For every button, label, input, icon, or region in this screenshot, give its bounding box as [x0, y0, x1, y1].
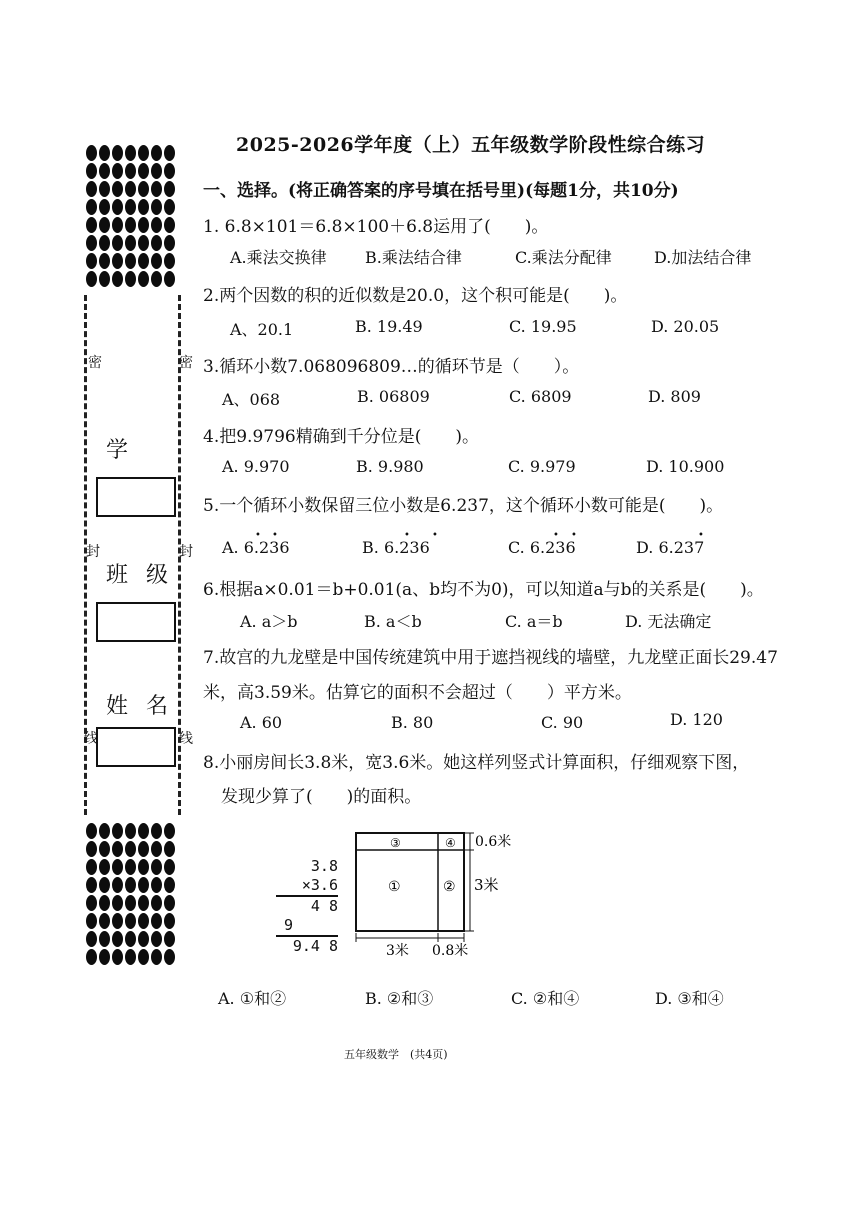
q1-option-d[interactable]: D.加法结合律 — [654, 248, 752, 267]
page-title: 2025-2026学年度（上）五年级数学阶段性综合练习 — [236, 134, 706, 156]
binding-dots-top — [86, 145, 177, 289]
q2-option-c[interactable]: C. 19.95 — [509, 317, 577, 336]
section-heading: 一、选择。(将正确答案的序号填在括号里)(每题1分，共10分) — [203, 181, 679, 201]
binding-dot — [138, 235, 149, 251]
q3-option-b[interactable]: B. 06809 — [357, 387, 430, 406]
binding-dot — [164, 895, 175, 911]
binding-dot — [99, 145, 110, 161]
binding-dot — [112, 181, 123, 197]
q5-repeat-dot: • — [571, 530, 577, 541]
binding-dot — [99, 217, 110, 233]
binding-dot — [151, 271, 162, 287]
binding-dot — [86, 271, 97, 287]
binding-dot — [86, 823, 97, 839]
binding-dot — [151, 145, 162, 161]
binding-dot — [86, 253, 97, 269]
binding-dot — [112, 145, 123, 161]
binding-dot — [125, 859, 136, 875]
q1-option-a[interactable]: A.乘法交换律 — [230, 248, 327, 267]
binding-dot — [86, 145, 97, 161]
binding-dot — [138, 841, 149, 857]
q1-option-c[interactable]: C.乘法分配律 — [515, 248, 612, 267]
binding-dot — [138, 895, 149, 911]
q5-repeat-dot: • — [432, 530, 438, 541]
dim-bottom-right-label: 0.8米 — [432, 943, 469, 959]
calc-row-3: 4 8 — [310, 897, 338, 915]
binding-dot — [99, 253, 110, 269]
binding-dot — [99, 823, 110, 839]
binding-dot — [99, 235, 110, 251]
binding-dot — [138, 199, 149, 215]
q5-option-c-value: 6.236 — [529, 538, 576, 557]
binding-dot — [138, 823, 149, 839]
binding-dot — [138, 145, 149, 161]
binding-dot — [86, 949, 97, 965]
binding-dot — [112, 235, 123, 251]
binding-dot — [164, 217, 175, 233]
binding-dot — [138, 271, 149, 287]
class-box[interactable] — [96, 602, 176, 642]
binding-dot — [112, 841, 123, 857]
side-mi-left: 密 — [88, 355, 102, 371]
binding-dot — [99, 841, 110, 857]
binding-dot — [125, 949, 136, 965]
binding-dot — [125, 163, 136, 179]
q8-option-d[interactable]: D. ③和④ — [655, 989, 724, 1008]
binding-dot — [125, 931, 136, 947]
q3-option-a[interactable]: A、068 — [222, 390, 281, 409]
side-xian-left: 线 — [84, 731, 98, 747]
binding-dot — [164, 253, 175, 269]
binding-dot — [151, 931, 162, 947]
binding-dot — [164, 877, 175, 893]
question-4: 4.把9.9796精确到千分位是( )。 — [203, 427, 479, 447]
binding-dot — [99, 271, 110, 287]
binding-dot — [112, 253, 123, 269]
binding-dot — [86, 235, 97, 251]
dim-bottom-left-label: 3米 — [386, 943, 409, 959]
q5-repeat-dot: • — [404, 530, 410, 541]
binding-dot — [125, 913, 136, 929]
q3-option-c[interactable]: C. 6809 — [509, 387, 572, 406]
binding-dot — [112, 859, 123, 875]
binding-dot — [86, 199, 97, 215]
q8-option-b[interactable]: B. ②和③ — [365, 989, 434, 1008]
calc-row-1: 3.8 — [310, 857, 338, 875]
q7-option-d[interactable]: D. 120 — [670, 710, 723, 729]
binding-dot — [151, 949, 162, 965]
q4-option-a[interactable]: A. 9.970 — [222, 457, 290, 476]
question-3: 3.循环小数7.068096809…的循环节是（ ）。 — [203, 357, 580, 377]
binding-dot — [86, 181, 97, 197]
region-4-label: ④ — [445, 836, 456, 850]
binding-dot — [138, 949, 149, 965]
binding-dot — [86, 913, 97, 929]
question-7: 7.故宫的九龙壁是中国传统建筑中用于遮挡视线的墙壁，九龙壁正面长29.47 — [203, 648, 778, 668]
binding-dot — [151, 877, 162, 893]
binding-dot — [151, 895, 162, 911]
binding-dot — [164, 181, 175, 197]
binding-dot — [164, 931, 175, 947]
q2-option-d[interactable]: D. 20.05 — [651, 317, 720, 336]
binding-dot — [164, 145, 175, 161]
binding-dot — [125, 235, 136, 251]
binding-dot — [151, 181, 162, 197]
q5-repeat-dot: • — [255, 530, 261, 541]
page-footer: 五年级数学 (共4页) — [344, 1048, 448, 1061]
binding-dot — [112, 271, 123, 287]
q7-option-a[interactable]: A. 60 — [240, 713, 283, 732]
binding-dot — [125, 181, 136, 197]
binding-dot — [138, 913, 149, 929]
side-feng-left: 封 — [86, 544, 100, 560]
dim-top-label: 0.6米 — [475, 834, 512, 850]
binding-dot — [164, 859, 175, 875]
binding-dot — [138, 217, 149, 233]
question-5: 5.一个循环小数保留三位小数是6.237，这个循环小数可能是( )。 — [203, 496, 724, 516]
binding-dot — [112, 931, 123, 947]
q8-option-a[interactable]: A. ①和② — [218, 989, 287, 1008]
binding-dot — [99, 859, 110, 875]
q4-option-b[interactable]: B. 9.980 — [356, 457, 424, 476]
binding-dot — [99, 913, 110, 929]
calc-row-2: ×3.6 — [276, 876, 338, 897]
q7-option-c[interactable]: C. 90 — [541, 713, 584, 732]
q5-option-c[interactable] — [508, 538, 576, 557]
region-2-label: ② — [443, 879, 456, 895]
question-8-cont: 发现少算了( )的面积。 — [221, 787, 422, 807]
binding-dot — [164, 841, 175, 857]
binding-dot — [112, 217, 123, 233]
q5-option-b-value: 6.236 — [383, 538, 430, 557]
binding-dot — [99, 877, 110, 893]
binding-dot — [151, 913, 162, 929]
binding-dot — [112, 913, 123, 929]
q5-repeat-dot: • — [272, 530, 278, 541]
binding-dot — [164, 949, 175, 965]
binding-dot — [164, 913, 175, 929]
question-7-cont: 米，高3.59米。估算它的面积不会超过（ ）平方米。 — [203, 683, 632, 703]
q5-option-d[interactable] — [636, 538, 704, 557]
q5-option-d-label: D. — [636, 538, 659, 557]
binding-dot — [99, 931, 110, 947]
q6-option-d[interactable]: D. 无法确定 — [625, 612, 712, 631]
q4-option-d[interactable]: D. 10.900 — [646, 457, 725, 476]
binding-dot — [125, 841, 136, 857]
binding-dots-bottom — [86, 823, 177, 967]
q7-option-b[interactable]: B. 80 — [391, 713, 434, 732]
binding-dot — [138, 859, 149, 875]
q5-repeat-dot: • — [698, 530, 704, 541]
binding-dot — [125, 877, 136, 893]
binding-dot — [125, 199, 136, 215]
binding-dot — [99, 199, 110, 215]
side-feng-right: 封 — [179, 544, 193, 560]
binding-dot — [125, 253, 136, 269]
binding-dot — [112, 199, 123, 215]
binding-dot — [151, 253, 162, 269]
binding-dot — [86, 931, 97, 947]
q2-option-b[interactable]: B. 19.49 — [355, 317, 423, 336]
q5-option-a-value: 6.236 — [243, 538, 290, 557]
question-2: 2.两个因数的积的近似数是20.0，这个积可能是( )。 — [203, 286, 628, 306]
binding-dot — [86, 895, 97, 911]
calc-row-5: 9.4 8 — [292, 937, 338, 955]
q1-option-b[interactable]: B.乘法结合律 — [365, 248, 462, 267]
q5-option-a-label: A. — [222, 538, 244, 557]
binding-dot — [112, 877, 123, 893]
student-id-box[interactable] — [96, 477, 176, 517]
q5-repeat-dot: • — [553, 530, 559, 541]
q5-option-d-value: 6.237 — [658, 538, 705, 557]
binding-dot — [151, 823, 162, 839]
binding-dot — [86, 163, 97, 179]
calc-row-4: 9 — [276, 916, 338, 937]
q3-option-d[interactable]: D. 809 — [648, 387, 701, 406]
binding-dot — [138, 163, 149, 179]
dim-right-label: 3米 — [474, 876, 499, 894]
binding-dot — [99, 163, 110, 179]
binding-dot — [151, 217, 162, 233]
binding-dot — [164, 199, 175, 215]
binding-dot — [125, 217, 136, 233]
binding-dot — [86, 841, 97, 857]
binding-dot — [125, 145, 136, 161]
side-xian-right: 线 — [179, 731, 193, 747]
q5-option-b[interactable] — [362, 538, 430, 557]
question-1: 1. 6.8×101＝6.8×100＋6.8运用了( )。 — [203, 217, 549, 237]
binding-dot — [99, 181, 110, 197]
binding-dot — [164, 163, 175, 179]
area-figure — [350, 828, 520, 964]
question-8: 8.小丽房间长3.8米，宽3.6米。她这样列竖式计算面积，仔细观察下图， — [203, 753, 750, 773]
binding-dot — [112, 895, 123, 911]
binding-dot — [112, 163, 123, 179]
binding-dot — [138, 877, 149, 893]
q4-option-c[interactable]: C. 9.979 — [508, 457, 576, 476]
binding-dot — [99, 949, 110, 965]
binding-dot — [151, 163, 162, 179]
q5-option-c-label: C. — [508, 538, 530, 557]
name-box[interactable] — [96, 727, 176, 767]
binding-dot — [151, 841, 162, 857]
label-class: 班级 — [106, 563, 187, 588]
binding-dot — [151, 859, 162, 875]
q8-option-c[interactable]: C. ②和④ — [511, 989, 580, 1008]
binding-dot — [86, 859, 97, 875]
side-mi-right: 密 — [179, 355, 193, 371]
binding-dot — [125, 823, 136, 839]
binding-dot — [138, 931, 149, 947]
binding-dot — [138, 181, 149, 197]
region-3-label: ③ — [390, 836, 401, 850]
binding-dot — [164, 271, 175, 287]
binding-dot — [164, 235, 175, 251]
binding-dot — [125, 895, 136, 911]
binding-dot — [151, 235, 162, 251]
binding-dot — [112, 949, 123, 965]
binding-dot — [86, 877, 97, 893]
q6-option-b[interactable]: B. a＜b — [364, 612, 422, 631]
label-xuehao: 学 — [106, 438, 147, 463]
label-name: 姓名 — [106, 694, 187, 719]
binding-dot — [86, 217, 97, 233]
vertical-calculation — [276, 857, 338, 956]
binding-dot — [164, 823, 175, 839]
binding-dot — [151, 199, 162, 215]
binding-dot — [125, 271, 136, 287]
question-6: 6.根据a×0.01＝b+0.01(a、b均不为0)，可以知道a与b的关系是( )。 — [203, 580, 764, 600]
q5-option-b-label: B. — [362, 538, 384, 557]
q6-option-c[interactable]: C. a＝b — [505, 612, 563, 631]
q2-option-a[interactable]: A、20.1 — [230, 320, 294, 339]
binding-dot — [138, 253, 149, 269]
binding-dot — [112, 823, 123, 839]
q6-option-a[interactable]: A. a＞b — [240, 612, 298, 631]
binding-dot — [99, 895, 110, 911]
region-1-label: ① — [388, 879, 401, 895]
